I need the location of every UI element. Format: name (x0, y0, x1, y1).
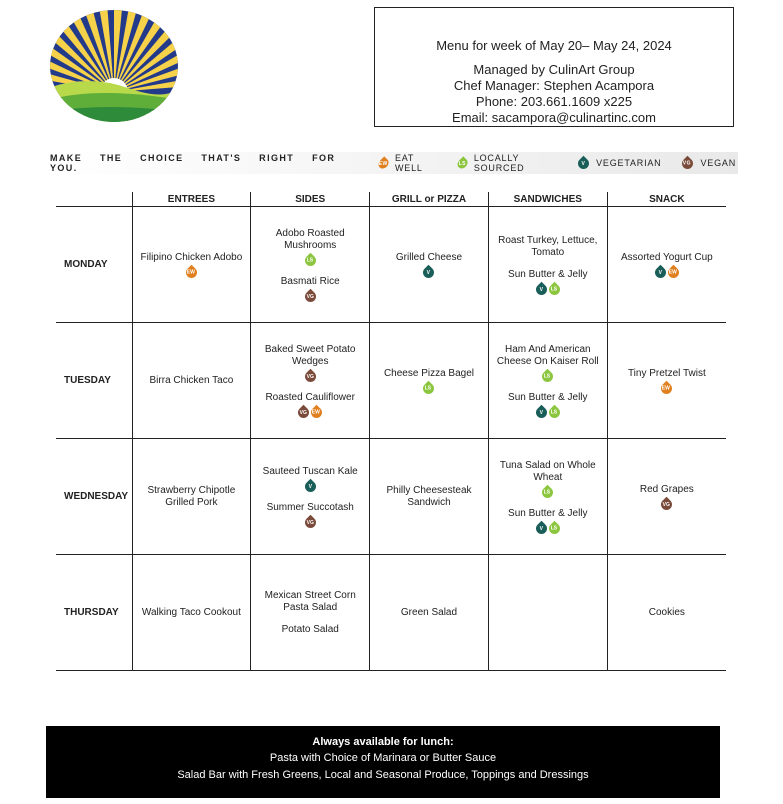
badge-code: LS (425, 384, 433, 391)
ls-leaf-icon (302, 252, 318, 268)
menu-item (493, 508, 603, 534)
legend-item-ew (378, 153, 437, 173)
legend-item-vg (681, 158, 736, 169)
column-header: SIDES (251, 192, 370, 207)
v-leaf-icon (576, 155, 592, 171)
v-leaf-icon (534, 520, 550, 536)
menu-item-name: Strawberry Chipotle Grilled Pork (147, 484, 236, 508)
culinart-logo (48, 8, 180, 124)
menu-cell (251, 207, 370, 323)
menu-item (255, 624, 365, 636)
menu-item-name: Philly Cheesesteak Sandwich (386, 484, 472, 508)
ls-leaf-icon (421, 380, 437, 396)
menu-cell (251, 439, 370, 555)
badge-code: LS (544, 372, 551, 379)
menu-cell (607, 555, 726, 671)
column-header: SANDWICHES (488, 192, 607, 207)
footer-banner (46, 726, 720, 798)
menu-item-badges (493, 487, 603, 498)
menu-week: Menu for week of May 20– May 24, 2024 (436, 38, 672, 53)
menu-item (374, 607, 484, 619)
badge-code: LS (551, 408, 558, 415)
menu-item-badges (374, 383, 484, 394)
column-header: SNACK (607, 192, 726, 207)
menu-item-name: Walking Taco Cookout (141, 606, 241, 618)
badge-code: VG (683, 159, 693, 166)
menu-cell (488, 439, 607, 555)
menu-item-name: Adobo Roasted Mushrooms (275, 227, 345, 251)
menu-item (612, 252, 722, 278)
menu-item-name: Assorted Yogurt Cup (620, 251, 713, 263)
badge-code: LS (551, 524, 558, 531)
v-leaf-icon (653, 264, 669, 280)
menu-item-badges (612, 383, 722, 394)
badge-code: V (427, 269, 431, 275)
vg-leaf-icon (659, 496, 675, 512)
v-leaf-icon (534, 404, 550, 420)
vg-leaf-icon (302, 368, 318, 384)
menu-item-badges (493, 371, 603, 382)
menu-cell (370, 439, 489, 555)
badge-code: LS (544, 488, 551, 495)
badge-code: V (581, 160, 586, 166)
menu-item-badges (137, 267, 247, 278)
slogan: MAKE THE CHOICE THAT'S RIGHT FOR YOU. (50, 153, 336, 173)
badge-code: LS (306, 256, 314, 263)
menu-cell (488, 207, 607, 323)
legend-item-ls (457, 153, 558, 173)
menu-item (255, 590, 365, 614)
menu-item (374, 485, 484, 509)
ew-leaf-icon (659, 380, 675, 396)
ew-leaf-icon (666, 264, 682, 280)
v-leaf-icon (534, 281, 550, 297)
menu-item-name: Ham And American Cheese On Kaiser Roll (496, 343, 599, 367)
ew-leaf-icon (184, 264, 200, 280)
menu-item-name: Cookies (648, 606, 685, 618)
vg-leaf-icon (302, 288, 318, 304)
menu-item-name: Birra Chicken Taco (149, 374, 234, 386)
menu-item (374, 252, 484, 278)
ls-leaf-icon (547, 404, 563, 420)
ls-leaf-icon (540, 368, 556, 384)
menu-item-badges (612, 267, 722, 278)
menu-cell (251, 323, 370, 439)
ls-leaf-icon (547, 520, 563, 536)
ew-leaf-icon (309, 404, 325, 420)
ew-leaf-icon (376, 156, 390, 170)
badge-code: VG (300, 408, 308, 415)
menu-item (255, 502, 365, 528)
badge-code: EW (669, 269, 678, 275)
vg-leaf-icon (680, 155, 696, 171)
menu-item-badges (255, 255, 365, 266)
menu-item (137, 375, 247, 387)
badge-code: V (658, 269, 663, 275)
menu-item (493, 460, 603, 498)
badge-code: VG (306, 518, 314, 525)
vg-leaf-icon (302, 514, 318, 530)
day-label: TUESDAY (56, 323, 132, 439)
email: Email: sacampora@culinartinc.com (452, 110, 656, 125)
menu-cell (132, 323, 251, 439)
menu-item-badges (374, 267, 484, 278)
menu-item-badges (493, 284, 603, 295)
day-row-monday (56, 207, 726, 323)
header-corner (56, 192, 132, 207)
badge-code: V (539, 409, 543, 415)
menu-item (137, 252, 247, 278)
badge-code: LS (458, 160, 466, 166)
menu-item (255, 344, 365, 382)
menu-item (493, 344, 603, 382)
menu-item-name: Potato Salad (281, 623, 339, 635)
menu-item-badges (612, 499, 722, 510)
legend-label: VEGAN (700, 158, 736, 168)
menu-cell (132, 207, 251, 323)
ls-leaf-icon (547, 281, 563, 297)
day-row-thursday (56, 555, 726, 671)
menu-item (255, 392, 365, 418)
day-label: WEDNESDAY (56, 439, 132, 555)
menu-item (137, 485, 247, 509)
legend-label: LOCALLY SOURCED (473, 153, 525, 173)
column-header: ENTREES (132, 192, 251, 207)
menu-cell (251, 555, 370, 671)
menu-item (374, 368, 484, 394)
tagline-bar (48, 152, 738, 174)
v-leaf-icon (302, 478, 318, 494)
menu-item (612, 368, 722, 394)
menu-item-name: Summer Succotash (266, 501, 354, 513)
menu-body (56, 207, 726, 671)
menu-cell (132, 555, 251, 671)
menu-item-name: Sun Butter & Jelly (508, 391, 588, 403)
badge-code: EW (378, 159, 388, 166)
ls-leaf-icon (540, 484, 556, 500)
menu-cell (132, 439, 251, 555)
menu-item-name: Roasted Cauliflower (265, 391, 355, 403)
badge-code: V (308, 483, 312, 489)
menu-item-name: Mexican Street Corn Pasta Salad (264, 589, 356, 613)
menu-item-badges (493, 407, 603, 418)
ls-leaf-icon (455, 156, 469, 170)
legend (358, 153, 736, 173)
menu-item-badges (255, 407, 365, 418)
footer-line-salad: Salad Bar with Fresh Greens, Local and Seasonal Produce, Toppings and Dressings (177, 769, 589, 781)
menu-item (255, 466, 365, 492)
footer-header: Always available for lunch: (312, 736, 454, 748)
info-box (374, 7, 734, 127)
day-label: THURSDAY (56, 555, 132, 671)
chef-manager: Chef Manager: Stephen Acampora (453, 78, 655, 93)
menu-item-badges (255, 517, 365, 528)
menu-item-badges (493, 523, 603, 534)
managed-by: Managed by CulinArt Group (473, 62, 635, 77)
day-label: MONDAY (56, 207, 132, 323)
menu-table (56, 192, 726, 671)
menu-cell (488, 323, 607, 439)
badge-code: LS (551, 285, 558, 292)
legend-label: VEGETARIAN (596, 158, 662, 168)
menu-item-name: Basmati Rice (280, 275, 340, 287)
menu-cell (607, 439, 726, 555)
badge-code: EW (312, 409, 321, 415)
badge-code: VG (663, 500, 671, 507)
legend-item-v (577, 158, 661, 169)
menu-item (493, 235, 603, 259)
menu-item-name: Filipino Chicken Adobo (140, 251, 243, 263)
vg-leaf-icon (296, 404, 312, 420)
menu-cell (370, 323, 489, 439)
menu-item-name: Sun Butter & Jelly (508, 507, 588, 519)
column-header: GRILL or PIZZA (370, 192, 489, 207)
menu-item (612, 607, 722, 619)
menu-item-name: Grilled Cheese (395, 251, 463, 263)
menu-item-badges (255, 291, 365, 302)
menu-item (255, 228, 365, 266)
menu-item (493, 269, 603, 295)
menu-item-name: Cheese Pizza Bagel (383, 367, 475, 379)
menu-item-badges (255, 481, 365, 492)
footer-line-pasta: Pasta with Choice of Marinara or Butter Sauce (269, 752, 497, 764)
menu-item-badges (255, 371, 365, 382)
badge-code: V (539, 286, 543, 292)
day-row-tuesday (56, 323, 726, 439)
menu-cell (370, 207, 489, 323)
menu-cell (607, 323, 726, 439)
header-row (56, 192, 726, 207)
menu-item-name: Baked Sweet Potato Wedges (264, 343, 356, 367)
menu-item-name: Red Grapes (639, 483, 694, 495)
menu-cell (488, 555, 607, 671)
menu-item (255, 276, 365, 302)
badge-code: V (539, 525, 543, 531)
day-row-wednesday (56, 439, 726, 555)
v-leaf-icon (421, 264, 437, 280)
menu-item (493, 392, 603, 418)
menu-item-name: Tiny Pretzel Twist (627, 367, 706, 379)
badge-code: EW (187, 269, 196, 275)
menu-item (137, 607, 247, 619)
menu-item-name: Roast Turkey, Lettuce, Tomato (498, 234, 598, 258)
menu-item-name: Sun Butter & Jelly (508, 268, 588, 280)
badge-code: VG (306, 292, 314, 299)
menu-cell (607, 207, 726, 323)
phone: Phone: 203.661.1609 x225 (475, 94, 633, 109)
menu-cell (370, 555, 489, 671)
menu-item-name: Tuna Salad on Whole Wheat (499, 459, 596, 483)
menu-item-name: Sauteed Tuscan Kale (262, 465, 358, 477)
legend-label: EAT WELL (394, 153, 423, 173)
menu-item-name: Green Salad (400, 606, 458, 618)
menu-item (612, 484, 722, 510)
badge-code: VG (306, 372, 314, 379)
badge-code: EW (662, 385, 671, 391)
